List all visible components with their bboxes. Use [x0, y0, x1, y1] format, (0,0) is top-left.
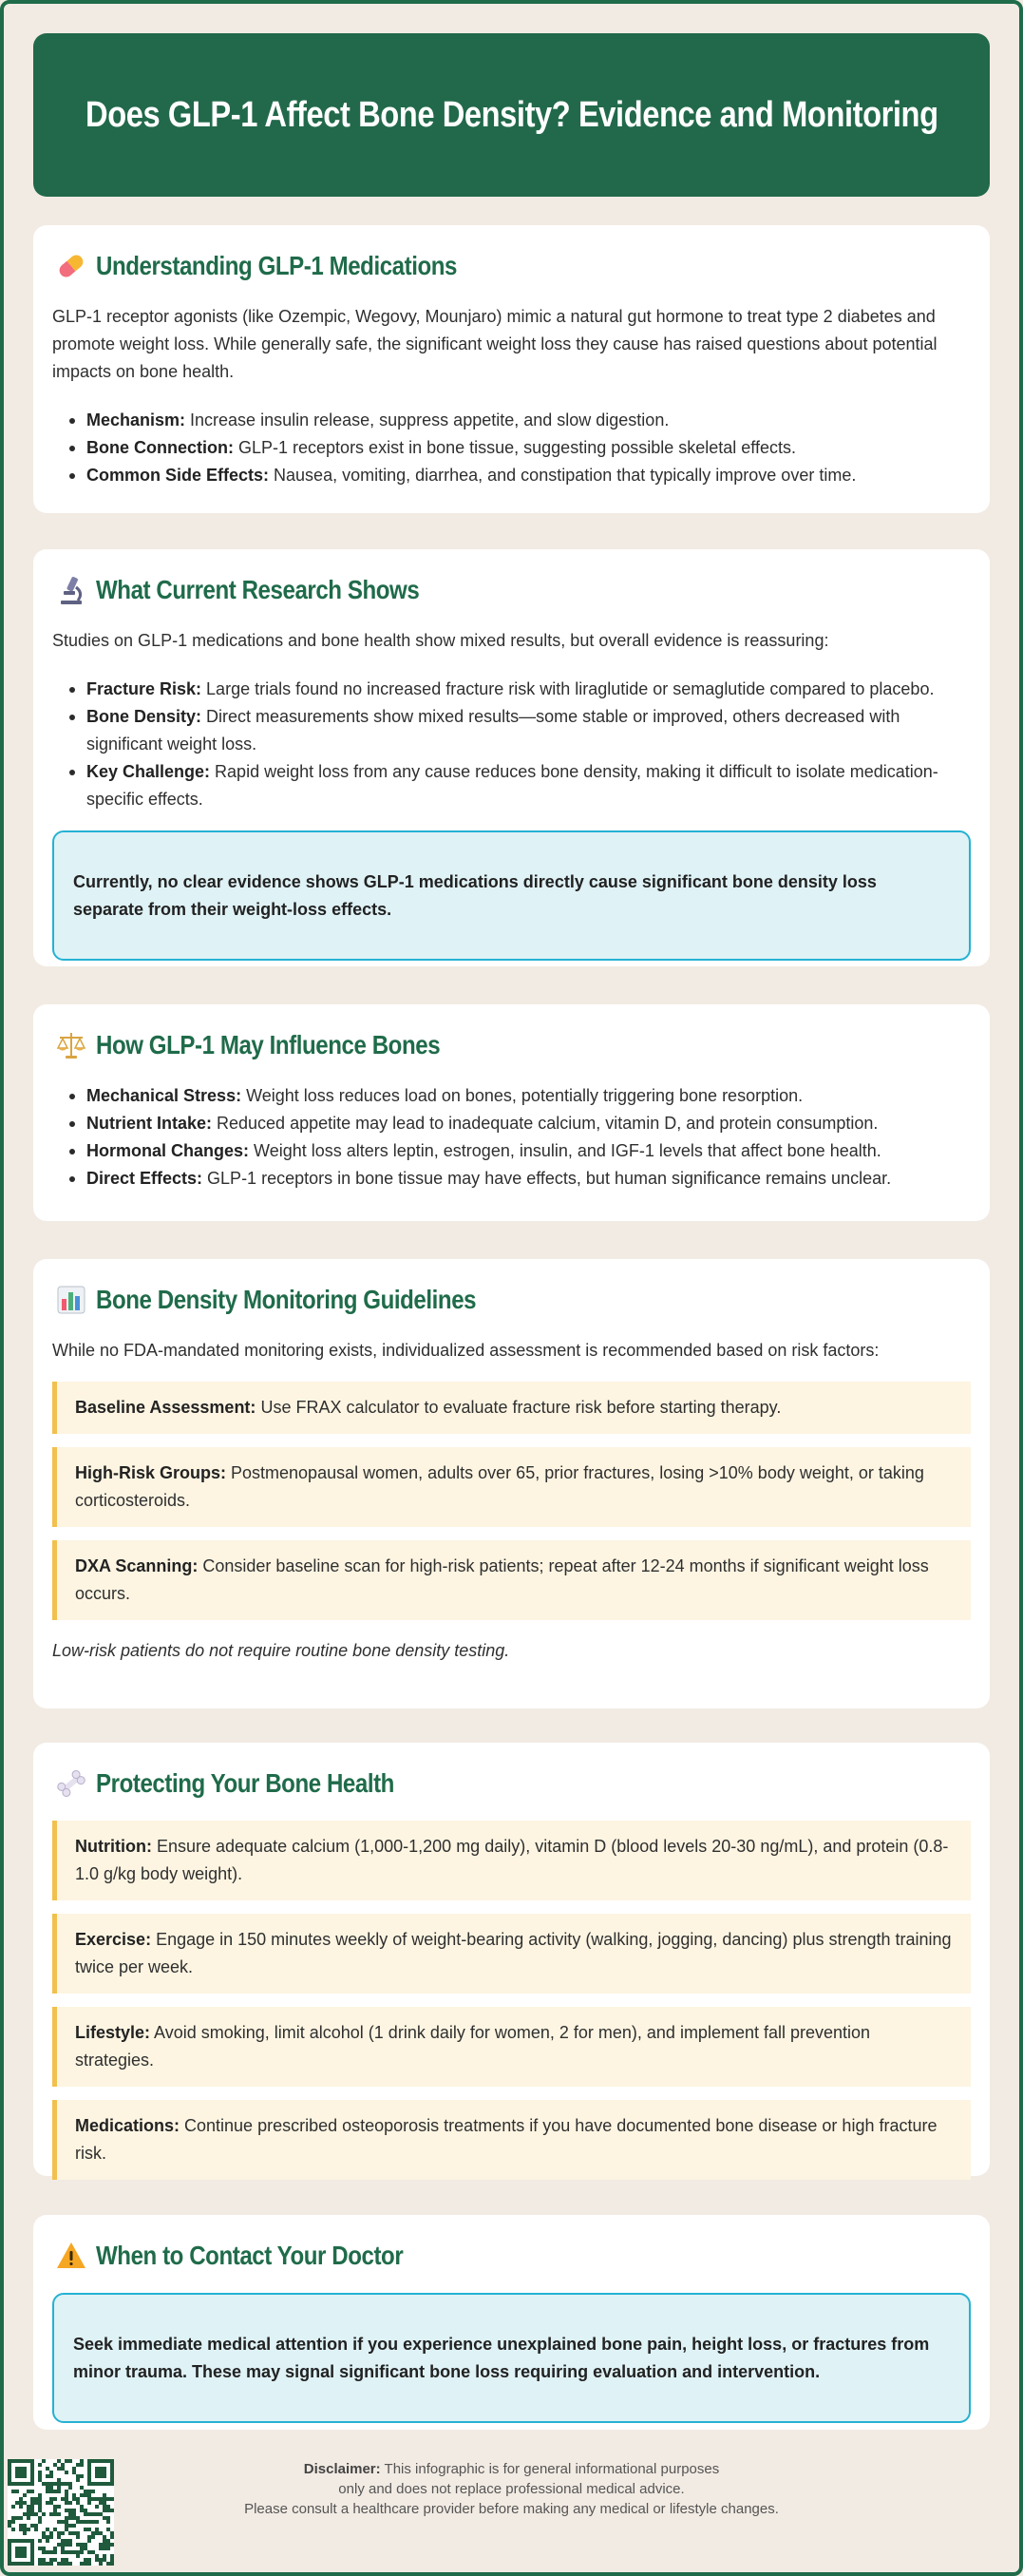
item-label: Mechanical Stress: — [86, 1086, 242, 1105]
box-text: Continue prescribed osteoporosis treatments if you have documented bone disease or high fracture risk. — [75, 2116, 938, 2163]
section-heading: Protecting Your Bone Health — [96, 1768, 394, 1798]
tip-box — [52, 1914, 971, 1994]
item-label: Direct Effects: — [86, 1169, 203, 1188]
disclaimer-text: This infographic is for general informational purposes — [380, 2461, 720, 2477]
section-intro: GLP-1 receptor agonists (like Ozempic, Wegovy, Mounjaro) mimic a natural gut hormone to treat type 2 diabetes and promote weight loss. While generally safe, the significant weight loss they cause has raised questions about potential impacts on bone health. — [52, 307, 938, 381]
box-text: Consider baseline scan for high-risk patients; repeat after 12-24 months if significant weight loss occurs. — [75, 1556, 929, 1603]
section-title-row — [52, 570, 971, 610]
item-text: GLP-1 receptors exist in bone tissue, suggesting possible skeletal effects. — [234, 438, 796, 457]
section-intro: Studies on GLP-1 medications and bone health show mixed results, but overall evidence is reassuring: — [52, 631, 829, 650]
list-item — [52, 758, 971, 813]
list-item — [52, 676, 971, 703]
bone-icon — [52, 1765, 90, 1803]
list-item — [52, 462, 971, 489]
page-title: Does GLP-1 Affect Bone Density? Evidence and Monitoring — [85, 94, 938, 135]
urgent-callout — [52, 2293, 971, 2423]
item-label: Mechanism: — [86, 410, 186, 429]
section-understanding — [33, 225, 990, 513]
disclaimer-line: Please consult a healthcare provider before making any medical or lifestyle changes. — [244, 2501, 779, 2517]
section-protecting — [33, 1743, 990, 2176]
item-text: GLP-1 receptors in bone tissue may have effects, but human significance remains unclear. — [202, 1169, 892, 1188]
section-heading: Bone Density Monitoring Guidelines — [96, 1285, 477, 1314]
item-label: Bone Density: — [86, 707, 202, 726]
disclaimer — [0, 2459, 1023, 2519]
section-monitoring — [33, 1259, 990, 1708]
box-label: DXA Scanning: — [75, 1556, 199, 1575]
section-title-row — [52, 1280, 971, 1320]
item-label: Bone Connection: — [86, 438, 234, 457]
list-item — [52, 703, 971, 758]
item-label: Fracture Risk: — [86, 679, 202, 698]
list-item — [52, 434, 971, 462]
guideline-box — [52, 1447, 971, 1527]
tip-box — [52, 1821, 971, 1900]
bullet-list — [52, 676, 971, 813]
box-label: Lifestyle: — [75, 2023, 151, 2042]
section-title-row — [52, 1764, 971, 1803]
list-item — [52, 1110, 971, 1137]
pill-icon — [52, 247, 90, 285]
list-item — [52, 1137, 971, 1165]
list-item — [52, 1082, 971, 1110]
guideline-box — [52, 1382, 971, 1434]
item-label: Hormonal Changes: — [86, 1141, 250, 1160]
warning-icon — [52, 2237, 90, 2275]
tip-box — [52, 2007, 971, 2087]
section-doctor — [33, 2215, 990, 2430]
callout-text: Currently, no clear evidence shows GLP-1 medications directly cause significant bone density loss separate from their weight-loss effects. — [73, 871, 877, 919]
disclaimer-line: only and does not replace professional medical advice. — [338, 2481, 685, 2497]
section-title-row — [52, 1025, 971, 1065]
section-intro: While no FDA-mandated monitoring exists, individualized assessment is recommended based on risk factors: — [52, 1341, 880, 1360]
item-label: Nutrient Intake: — [86, 1114, 213, 1133]
section-heading: When to Contact Your Doctor — [96, 2241, 404, 2270]
section-title-row — [52, 2236, 971, 2276]
box-text: Postmenopausal women, adults over 65, prior fractures, losing >10% body weight, or taking corticosteroids. — [75, 1463, 924, 1510]
page-header — [33, 33, 990, 197]
item-text: Large trials found no increased fracture risk with liraglutide or semaglutide compared to placebo. — [201, 679, 935, 698]
bullet-list — [52, 407, 971, 489]
tip-box — [52, 2100, 971, 2180]
box-text: Ensure adequate calcium (1,000-1,200 mg daily), vitamin D (blood levels 20-30 ng/mL), and protein (0.8-1.0 g/kg body weight). — [75, 1837, 949, 1883]
item-label: Key Challenge: — [86, 762, 211, 781]
monitoring-note: Low-risk patients do not require routine bone density testing. — [52, 1641, 510, 1660]
microscope-icon — [52, 571, 90, 609]
section-heading: What Current Research Shows — [96, 575, 420, 604]
item-label: Common Side Effects: — [86, 466, 270, 485]
balance-scale-icon — [52, 1026, 90, 1064]
section-research — [33, 549, 990, 966]
box-label: High-Risk Groups: — [75, 1463, 227, 1482]
item-text: Direct measurements show mixed results—some stable or improved, others decreased with significant weight loss. — [86, 707, 900, 754]
bullet-list — [52, 1082, 971, 1193]
item-text: Weight loss reduces load on bones, potentially triggering bone resorption. — [241, 1086, 804, 1105]
section-heading: How GLP-1 May Influence Bones — [96, 1030, 441, 1059]
list-item — [52, 1165, 971, 1193]
bar-chart-icon — [52, 1281, 90, 1319]
item-text: Nausea, vomiting, diarrhea, and constipation that typically improve over time. — [269, 466, 857, 485]
item-text: Increase insulin release, suppress appetite, and slow digestion. — [185, 410, 670, 429]
box-text: Use FRAX calculator to evaluate fracture risk before starting therapy. — [256, 1398, 782, 1417]
disclaimer-line — [0, 2459, 1023, 2479]
item-text: Reduced appetite may lead to inadequate calcium, vitamin D, and protein consumption. — [212, 1114, 879, 1133]
box-label: Exercise: — [75, 1930, 152, 1949]
disclaimer-label: Disclaimer: — [303, 2461, 381, 2477]
box-text: Engage in 150 minutes weekly of weight-bearing activity (walking, jogging, dancing) plus strength training twice per week. — [75, 1930, 952, 1976]
box-label: Baseline Assessment: — [75, 1398, 256, 1417]
box-text: Avoid smoking, limit alcohol (1 drink daily for women, 2 for men), and implement fall prevention strategies. — [75, 2023, 871, 2070]
item-text: Rapid weight loss from any cause reduces bone density, making it difficult to isolate medication-specific effects. — [86, 762, 938, 809]
guideline-box — [52, 1540, 971, 1620]
section-heading: Understanding GLP-1 Medications — [96, 251, 458, 280]
section-title-row — [52, 246, 971, 286]
box-label: Medications: — [75, 2116, 180, 2135]
item-text: Weight loss alters leptin, estrogen, insulin, and IGF-1 levels that affect bone health. — [249, 1141, 881, 1160]
list-item — [52, 407, 971, 434]
key-finding-callout — [52, 830, 971, 961]
box-label: Nutrition: — [75, 1837, 152, 1856]
callout-text: Seek immediate medical attention if you experience unexplained bone pain, height loss, or fractures from minor trauma. These may signal significant bone loss requiring evaluation and intervention. — [73, 2334, 930, 2381]
section-influence — [33, 1004, 990, 1221]
